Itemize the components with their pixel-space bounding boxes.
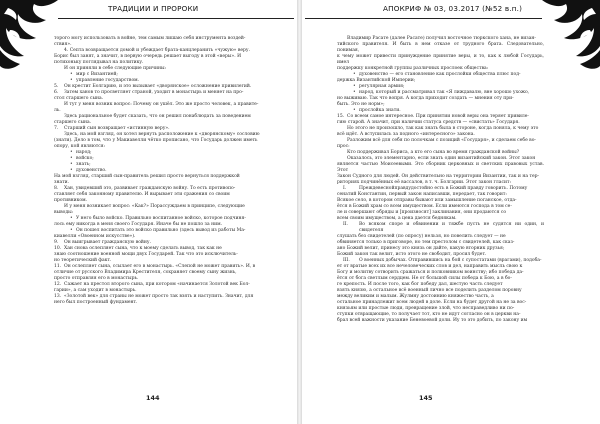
text-line: ле и совершают обряды и [произносят] заклинания, они продаются со: [337, 210, 507, 215]
text-line: знати.: [54, 180, 70, 185]
text-line: Кто поддерживал Бориса, а кто его сына во время гражданской войны?: [347, 150, 520, 155]
text-line: прос:: [337, 144, 350, 149]
text-line: поддержку конкретной группы различных прослоек общества:: [337, 66, 489, 71]
item-text: Он крестит Болгарию, и это вызывает «дворянское» осложнение привилегий.: [64, 84, 252, 89]
text-line: гию старой. А значит, при наличии статуса средств — «свистать» Государя.: [337, 120, 520, 125]
list-item: • войско;: [76, 156, 264, 162]
text-line: риториях подчинённых её вассалов, в т. ч. Болгарии. Этот закон гласит:: [337, 180, 511, 185]
text-line: является частью Моисеевыми. Это сборник церковных и светских правовых устав. Этот: [337, 162, 544, 173]
text-line: киавелли «Овоенном искусстве»).: [54, 234, 136, 239]
list-item: • духовенство.: [76, 168, 264, 174]
left-page: [0, 0, 298, 424]
text-line: взять князю, а остальное всё военный лично все поделить разделом поровну: [337, 288, 522, 293]
list-item: • мир с Византией;: [76, 72, 264, 78]
item-number: I.: [343, 186, 347, 191]
text-line: старшего сына.: [54, 120, 92, 125]
text-line: сенатий Константин, первый закон написавши, передает, так говорит:: [337, 192, 507, 197]
text-line: знаю соотношение военной мощи двух Государей. Так что это исключитель-: [54, 252, 238, 257]
text-line: ано Божий велит, принесу это князь он дайте, какую вторник друзья;: [337, 246, 505, 251]
list-item: • народ;: [76, 150, 264, 156]
text-line: Здесь, на мой взгляд, он хотел вернуть расположение к «дворянскому» сословию: [64, 132, 260, 137]
numbered-item: [54, 186, 264, 192]
numbered-item: [337, 114, 544, 120]
item-text: О военных добычах. Отправившись на бой с супостатами (врагами), подоба-: [359, 258, 542, 263]
running-header-title: ТРАДИЦИИ И ПРОРОКИ: [108, 4, 199, 13]
text-line: просто отправляя его в монастырь.: [54, 276, 139, 281]
text-line: гарии», а сам уходит в монастырь.: [54, 288, 137, 293]
text-line: ствия».: [54, 42, 72, 47]
item-text: Со всеем самое интересное. При принятии новой веры она теряет привиле-: [347, 114, 529, 119]
text-line: Здесь рациональное будет сказать, что он решил понаблюдать за поведением: [64, 114, 251, 119]
text-line: всё идёт. А вступилась за подного «интересного» закона.: [337, 132, 475, 137]
item-text: «Золотой век» для страны не может просто так взять и наступить. Значит, для: [64, 294, 254, 299]
roman-item: [337, 258, 544, 264]
text-line: князьям или простые люди, превращение злой, что несправедливо ни по-: [337, 306, 515, 311]
roman-item: [337, 186, 544, 192]
item-text: Он выигрывает гражданскую войну.: [64, 240, 152, 245]
text-line: ставляет себя законному правителю. И вырывает эти сражения со своим: [54, 192, 230, 197]
numbered-item: [54, 282, 264, 288]
running-header: [301, 4, 600, 20]
text-line: Разложим всё для себя по полочкам с позиций «Государя», и сделаем себе во-: [347, 138, 536, 143]
item-number: 6.: [54, 90, 59, 95]
page-number: 144: [146, 394, 160, 402]
right-page: [301, 0, 600, 424]
text-line: ге крепость. И после того, как бог победу дал, шестую часть следует: [337, 282, 503, 287]
item-number: 13.: [54, 294, 62, 299]
text-line: (знати). Дело в том, что у Макиавелли чётко прописано, что Государь должен иметь: [54, 138, 258, 143]
text-line: противником.: [54, 198, 88, 203]
text-line: держка Византийской Империи;: [337, 78, 416, 83]
roman-item: [337, 222, 544, 234]
item-number: 15.: [337, 114, 345, 119]
text-line: но теоретический факт.: [54, 258, 112, 263]
bullet-list: [54, 228, 264, 234]
item-text: Затем ханов то просветляет страной, уходит в монастырь и меняет на про-: [64, 90, 244, 95]
text-line: И у меня возникает вопрос: «Как?» Порассуждаем в принципе, следующие: [64, 204, 245, 209]
right-page-text: [337, 36, 544, 324]
text-line: лось ему никогда в меня своего Государя. Иначе бы не пошло за ним.: [54, 222, 223, 227]
item-text: Старший сын возвращает «истинную веру».: [64, 126, 170, 131]
text-line: Богу и молитву сотворить сражаться и полковником воинству; ибо победа да-: [337, 270, 524, 275]
item-text: Во всяком споре и обвинении и тяжбе пусть не судятся ни один, и свидетеля: [359, 222, 544, 233]
text-line: И он приняли в себе следующие причины:: [64, 66, 167, 71]
numbered-item: [54, 126, 264, 132]
item-number: III.: [343, 258, 350, 263]
numbered-item: [54, 294, 264, 300]
running-header: [0, 4, 298, 20]
page-number: 145: [419, 394, 433, 402]
list-item: • управление государством.: [76, 78, 264, 84]
item-text: Преждевеснойправдудостойно есть в Божий правду говорить. Потому: [359, 186, 528, 191]
bullet-list: [54, 150, 264, 174]
text-line: ётся в Божий храм со всем имуществом. Если имеются господа в том се-: [337, 204, 512, 209]
text-line: но выживаю. Так что вопря. А когда приходит создать — мнения оту при-: [337, 96, 514, 101]
item-text: Хан снова ослепляет сына, что к моему сделать вывод, так как не: [64, 246, 222, 251]
text-line: Оказалось, это элементарно, если знать один византийский закон. Этот закон: [347, 156, 536, 161]
bullet-list: [337, 84, 544, 96]
text-line: ётся от бога светлым сердцем. Не от большой силы победа к Бою, а в бо-: [337, 276, 512, 281]
item-number: 9.: [54, 240, 59, 245]
text-line: выводы:: [54, 210, 74, 215]
text-line: отличие от русского Владимира Крестителя, сохраняет своему сыну жизнь,: [54, 270, 237, 275]
text-line: ступки отвращающие, то получает тот, кто не идут согласно он в церкви на-: [337, 312, 521, 317]
text-line: Борис был занят, а значит, в первую очередь решает выгоду в этой «веры». И: [54, 54, 241, 59]
text-line: стол старшего сына.: [54, 96, 104, 101]
text-line: потихоньку поглядывал на политику.: [54, 60, 144, 65]
numbered-item: [54, 264, 264, 270]
item-number: II.: [343, 222, 348, 227]
text-line: брал всей важности указание Беневоевой доли. Иу то это добить, по закону им: [337, 318, 528, 323]
bullet-list: [54, 72, 264, 84]
text-line: опору, кой являются:: [54, 144, 106, 149]
text-line: Всякое село, в котором отправы бывают или замышление поганское, отда-: [337, 198, 517, 203]
text-line: всем своим имуществом, а цена дается беднякам.: [337, 216, 457, 221]
text-line: 4. Септа возвращается домой и убеждает брата-канцлеранить «чужую» веру.: [64, 48, 251, 53]
item-number: 10.: [54, 246, 62, 251]
item-text: Хан, увидевший это, развивает гражданскую войну. То есть противопо-: [64, 186, 236, 191]
text-line: слушать без свидетелей (по опросу) нельзя, но повелить следует — не: [337, 234, 506, 239]
item-text: Сажает на престол второго сына, при котором «начинается Золотой век Бол-: [64, 282, 250, 287]
text-line: И тут у меня возник вопрос: Почему он ушёл. Это же просто человек, а правите-: [64, 102, 259, 107]
list-item: • Он пошел воспитать это войско правильно (здесь вывод из работы Ма-: [76, 228, 264, 234]
item-number: 5.: [54, 84, 59, 89]
list-item: • У него было войско. Правильно воспитанное войско, которое подчиня-: [76, 216, 264, 222]
running-header-title: АПОКРИФ № 03, 03.2017 (№52 в.п.): [383, 4, 523, 13]
bullet-list: [337, 72, 544, 78]
list-item: • духовенство — его становление как прослойки общества плюс под-: [359, 72, 544, 78]
item-number: 11.: [54, 264, 62, 269]
text-line: Но этого не произошло, так как знать была в стороне, когда поняла, к чему это: [347, 126, 539, 131]
header-rule: [305, 18, 542, 19]
list-item: • народ, который и рассматривал так «Я лиждавалю, вне хорошо ухожо,: [359, 90, 544, 96]
text-line: тийского правителя. И быть в нем отказе от трудного брата. Следовательно, понимая,: [337, 42, 544, 53]
text-line: остальное принадлежит всем людей в доле. Если на будет другой на не за вос-: [337, 300, 527, 305]
text-line: быть. Это не норм»;: [337, 102, 385, 107]
left-page-text: [54, 36, 264, 306]
text-line: На мой взгляд, старший сын-правитель решил просто вернуться поддержкой: [54, 174, 240, 179]
item-number: 12.: [54, 282, 62, 287]
text-line: Божий закон так велит, исто этого не свободит, просил будет.: [337, 252, 487, 257]
header-rule: [58, 18, 294, 19]
text-line: торого могу использовать в войне, тем самым лишаю себя инструмента воздей-: [54, 36, 246, 41]
item-text: Он ослепляет сына, ссылает его в монастырь. «Слепой не может править». И, в: [64, 264, 256, 269]
text-line: обвиняется только в приговоре, но тем престолом с свидетелей, как сказ-: [337, 240, 515, 245]
list-item: • знать;: [76, 162, 264, 168]
text-line: ль.: [54, 108, 61, 113]
text-line: него был построенный фундамент.: [54, 300, 138, 305]
text-line: между великим и малым. Жулмну достоинию княжество часть, а: [337, 294, 494, 299]
numbered-item: [54, 90, 264, 96]
text-line: Владимир Расате (далее Расате) получил восточное тюркского хана, не визан-: [347, 36, 536, 41]
list-item: • прослойка знати.: [359, 108, 544, 114]
text-line: к чему может привести принуждение принятие веры, и то, как к любой Государь, имел: [337, 54, 544, 65]
text-line: Закон Судного для людей. Он действительно на территории Византии, так и на тер-: [337, 174, 540, 179]
item-number: 7.: [54, 126, 59, 131]
item-number: 8.: [54, 186, 59, 191]
list-item: • регулярная армия;: [359, 84, 544, 90]
bullet-list: [54, 216, 264, 222]
numbered-item: [54, 246, 264, 252]
text-line: ет от вратые всех их все нечеловеческих слов и дел, направить мысль свою к: [337, 264, 523, 269]
